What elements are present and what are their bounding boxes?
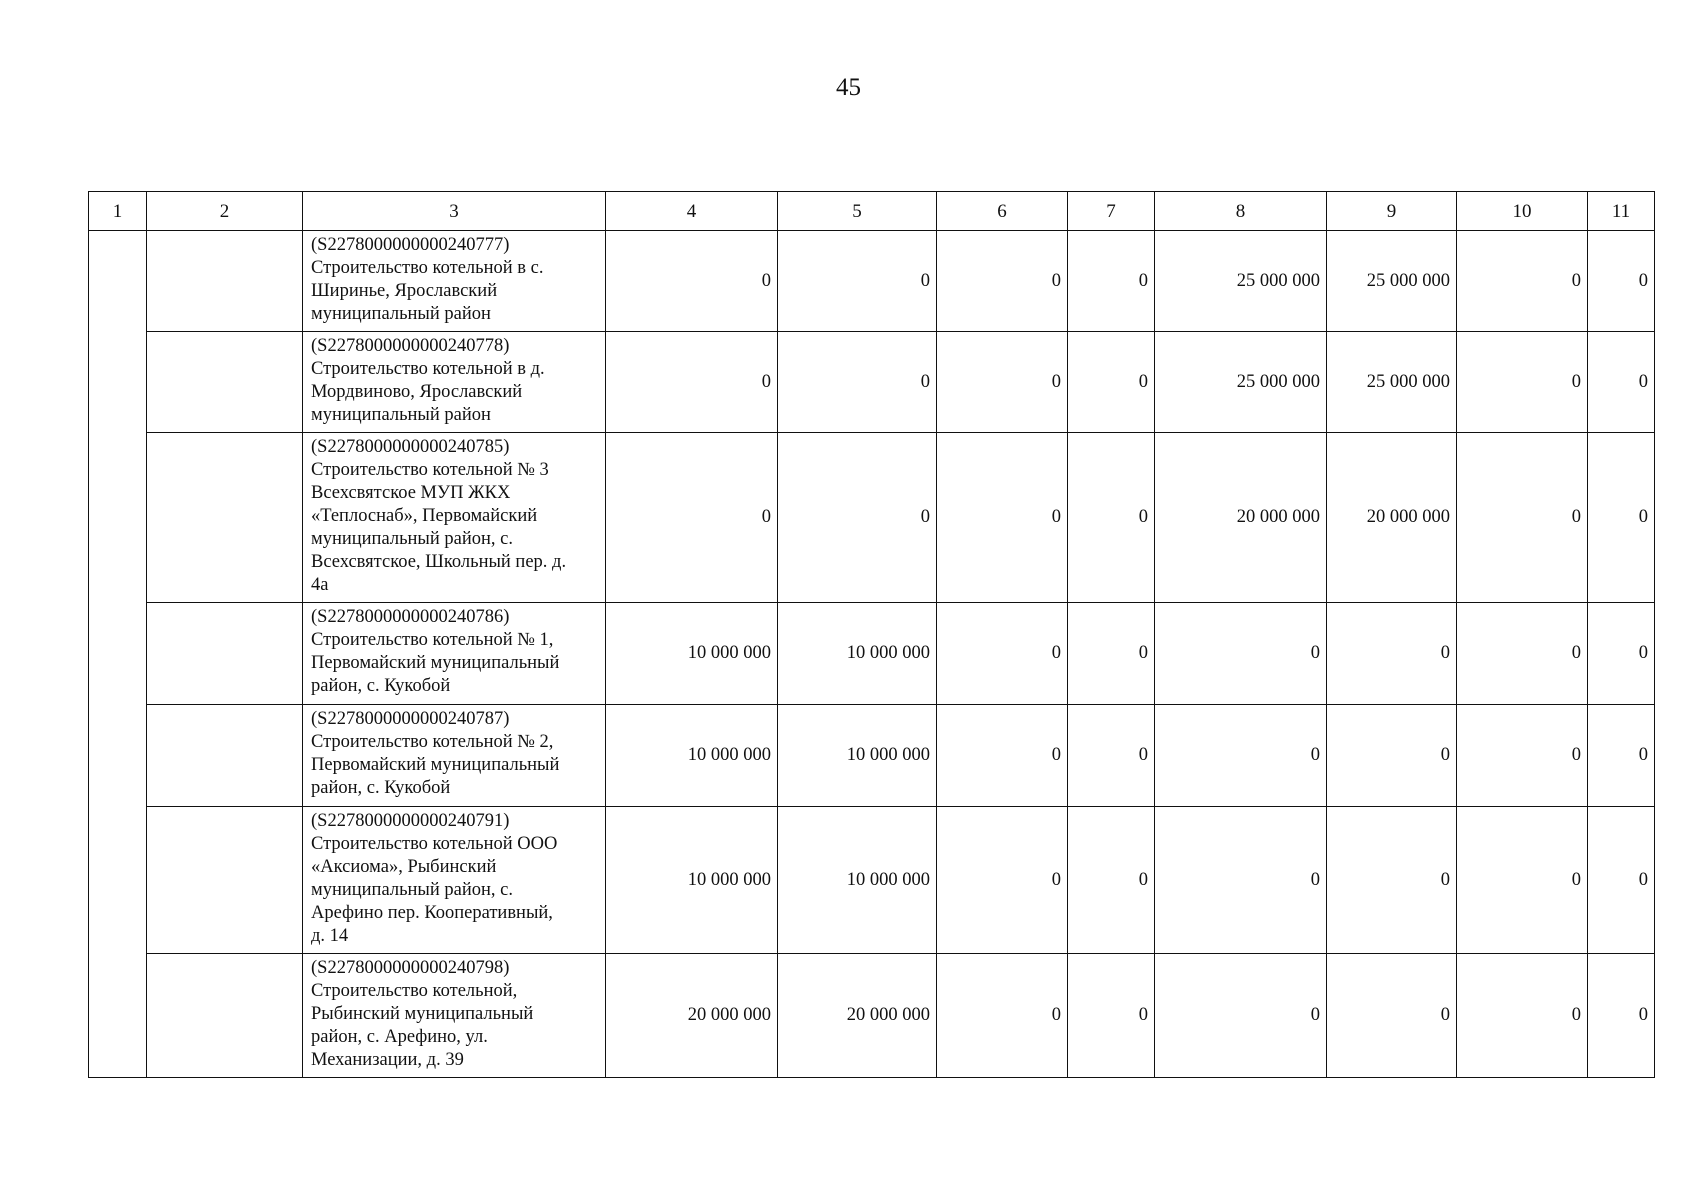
description-line: (S2278000000000240777)	[311, 235, 510, 255]
column-header-5: 5	[778, 192, 937, 231]
value-cell-col7: 0	[1068, 954, 1155, 1078]
value-cell-col7: 0	[1068, 332, 1155, 433]
table-body	[89, 231, 1655, 1078]
value-cell-col10: 0	[1457, 332, 1588, 433]
value-cell-col6: 0	[937, 705, 1068, 807]
value-cell-col11: 0	[1588, 954, 1655, 1078]
column-header-7: 7	[1068, 192, 1155, 231]
budget-table	[88, 191, 1655, 1078]
value-cell-col7: 0	[1068, 807, 1155, 954]
description-line: Строительство котельной ООО	[311, 834, 558, 854]
project-description-cell	[303, 603, 606, 705]
column-header-3: 3	[303, 192, 606, 231]
description-line: Первомайский муниципальный	[311, 755, 560, 775]
value-cell-col8: 0	[1155, 807, 1327, 954]
description-line: (S2278000000000240798)	[311, 958, 510, 978]
column-header-6: 6	[937, 192, 1068, 231]
value-cell-col9: 20 000 000	[1327, 433, 1457, 603]
value-cell-col6: 0	[937, 332, 1068, 433]
description-line: муниципальный район, с.	[311, 880, 513, 900]
value-cell-col10: 0	[1457, 954, 1588, 1078]
project-description-cell	[303, 705, 606, 807]
project-description-cell	[303, 231, 606, 332]
description-line: «Аксиома», Рыбинский	[311, 857, 497, 877]
value-cell-col6: 0	[937, 231, 1068, 332]
description-line: Строительство котельной в д.	[311, 359, 545, 379]
value-cell-col4: 0	[606, 433, 778, 603]
value-cell-col9: 0	[1327, 603, 1457, 705]
table-header	[89, 192, 1655, 231]
value-cell-col8: 20 000 000	[1155, 433, 1327, 603]
value-cell-col7: 0	[1068, 603, 1155, 705]
value-cell-col5: 10 000 000	[778, 603, 937, 705]
description-line: Строительство котельной,	[311, 981, 518, 1001]
description-line: район, с. Кукобой	[311, 778, 451, 798]
description-line: (S2278000000000240778)	[311, 336, 510, 356]
value-cell-col7: 0	[1068, 705, 1155, 807]
description-line: д. 14	[311, 926, 349, 946]
value-cell-col7: 0	[1068, 433, 1155, 603]
description-line: муниципальный район	[311, 405, 491, 425]
column-header-1: 1	[89, 192, 147, 231]
table-row	[89, 332, 1655, 433]
col2-cell	[147, 807, 303, 954]
value-cell-col11: 0	[1588, 433, 1655, 603]
description-line: Первомайский муниципальный	[311, 653, 560, 673]
description-line: Строительство котельной в с.	[311, 258, 544, 278]
value-cell-col4: 20 000 000	[606, 954, 778, 1078]
value-cell-col10: 0	[1457, 807, 1588, 954]
table-row	[89, 807, 1655, 954]
value-cell-col5: 0	[778, 433, 937, 603]
col1-merged-cell	[89, 231, 147, 1078]
value-cell-col6: 0	[937, 603, 1068, 705]
description-line: муниципальный район, с.	[311, 529, 513, 549]
column-header-4: 4	[606, 192, 778, 231]
description-line: «Теплоснаб», Первомайский	[311, 506, 538, 526]
description-line: Мордвиново, Ярославский	[311, 382, 523, 402]
description-line: район, с. Арефино, ул.	[311, 1027, 488, 1047]
table-row	[89, 705, 1655, 807]
description-line: Рыбинский муниципальный	[311, 1004, 534, 1024]
column-header-11: 11	[1588, 192, 1655, 231]
value-cell-col4: 10 000 000	[606, 603, 778, 705]
value-cell-col4: 10 000 000	[606, 705, 778, 807]
description-line: (S2278000000000240785)	[311, 437, 510, 457]
column-header-9: 9	[1327, 192, 1457, 231]
value-cell-col5: 10 000 000	[778, 705, 937, 807]
table-row	[89, 433, 1655, 603]
value-cell-col11: 0	[1588, 807, 1655, 954]
description-line: Механизации, д. 39	[311, 1050, 464, 1070]
col2-cell	[147, 231, 303, 332]
description-line: муниципальный район	[311, 304, 491, 324]
table-row	[89, 954, 1655, 1078]
description-line: Строительство котельной № 1,	[311, 630, 554, 650]
value-cell-col5: 20 000 000	[778, 954, 937, 1078]
value-cell-col8: 25 000 000	[1155, 231, 1327, 332]
description-line: Ширинье, Ярославский	[311, 281, 498, 301]
value-cell-col9: 25 000 000	[1327, 231, 1457, 332]
description-line: (S2278000000000240791)	[311, 811, 510, 831]
project-description-cell	[303, 433, 606, 603]
value-cell-col8: 0	[1155, 603, 1327, 705]
value-cell-col11: 0	[1588, 705, 1655, 807]
value-cell-col5: 0	[778, 231, 937, 332]
value-cell-col7: 0	[1068, 231, 1155, 332]
value-cell-col9: 0	[1327, 954, 1457, 1078]
col2-cell	[147, 433, 303, 603]
value-cell-col10: 0	[1457, 603, 1588, 705]
value-cell-col8: 25 000 000	[1155, 332, 1327, 433]
project-description-cell	[303, 954, 606, 1078]
value-cell-col11: 0	[1588, 332, 1655, 433]
value-cell-col5: 0	[778, 332, 937, 433]
value-cell-col9: 25 000 000	[1327, 332, 1457, 433]
page-number: 45	[836, 74, 861, 101]
column-header-10: 10	[1457, 192, 1588, 231]
description-line: Арефино пер. Кооперативный,	[311, 903, 553, 923]
project-description-cell	[303, 807, 606, 954]
value-cell-col4: 0	[606, 332, 778, 433]
value-cell-col9: 0	[1327, 807, 1457, 954]
value-cell-col9: 0	[1327, 705, 1457, 807]
description-line: Всехсвятское, Школьный пер. д.	[311, 552, 567, 572]
value-cell-col11: 0	[1588, 231, 1655, 332]
value-cell-col6: 0	[937, 954, 1068, 1078]
header-row	[89, 192, 1655, 231]
description-line: 4а	[311, 575, 329, 595]
value-cell-col6: 0	[937, 433, 1068, 603]
description-line: Всехсвятское МУП ЖКХ	[311, 483, 511, 503]
description-line: (S2278000000000240787)	[311, 709, 510, 729]
col2-cell	[147, 705, 303, 807]
col2-cell	[147, 332, 303, 433]
value-cell-col10: 0	[1457, 433, 1588, 603]
table-row	[89, 231, 1655, 332]
col2-cell	[147, 603, 303, 705]
value-cell-col8: 0	[1155, 705, 1327, 807]
value-cell-col11: 0	[1588, 603, 1655, 705]
value-cell-col8: 0	[1155, 954, 1327, 1078]
value-cell-col10: 0	[1457, 231, 1588, 332]
table-row	[89, 603, 1655, 705]
column-header-8: 8	[1155, 192, 1327, 231]
col2-cell	[147, 954, 303, 1078]
description-line: район, с. Кукобой	[311, 676, 451, 696]
description-line: (S2278000000000240786)	[311, 607, 510, 627]
value-cell-col4: 0	[606, 231, 778, 332]
description-line: Строительство котельной № 3	[311, 460, 549, 480]
value-cell-col10: 0	[1457, 705, 1588, 807]
project-description-cell	[303, 332, 606, 433]
value-cell-col5: 10 000 000	[778, 807, 937, 954]
column-header-2: 2	[147, 192, 303, 231]
description-line: Строительство котельной № 2,	[311, 732, 554, 752]
value-cell-col6: 0	[937, 807, 1068, 954]
value-cell-col4: 10 000 000	[606, 807, 778, 954]
